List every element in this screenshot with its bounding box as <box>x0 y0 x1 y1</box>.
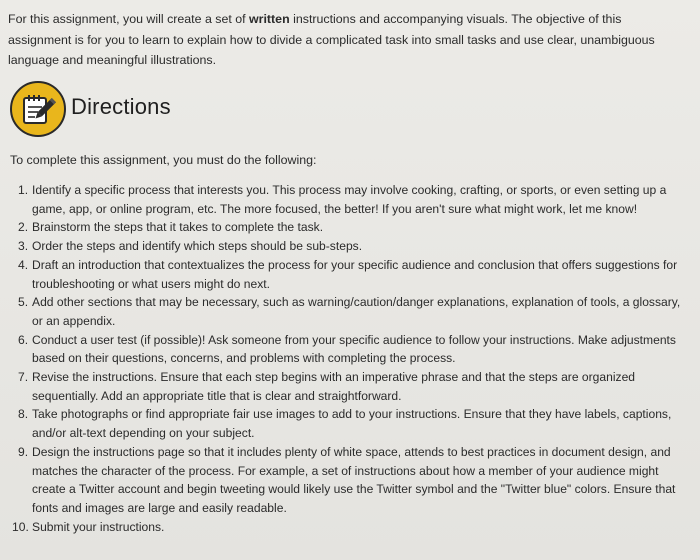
step-number: 5. <box>18 295 29 310</box>
step-number: 4. <box>18 257 29 272</box>
intro-paragraph <box>8 9 688 71</box>
directions-heading: Directions <box>71 94 171 119</box>
step-number: 3. <box>18 239 29 254</box>
step-text: Identify a specific process that interests you. This process may involve cooking, crafting, or sports, or even setting up a game, app, or online program, etc. The more focused, the better! If you aren't sure what might work, let me know! <box>32 183 667 216</box>
step-number: 7. <box>18 370 29 385</box>
list-item <box>18 256 690 293</box>
step-text: Draft an introduction that contextualizes the process for your specific audience and conclusion that offers suggestions for troubleshooting or what users might do next. <box>32 257 678 291</box>
step-number: 9. <box>18 444 29 459</box>
list-item <box>18 181 690 218</box>
intro-text-1: For this assignment, you will create a set of <box>8 12 250 26</box>
steps-list <box>12 181 690 536</box>
list-item <box>18 368 690 405</box>
step-text: Revise the instructions. Ensure that each step begins with an imperative phrase and that the steps are organized sequentially. Add an appropriate title that is clear and straightforward. <box>32 370 636 403</box>
list-item <box>18 443 690 518</box>
list-item <box>12 518 690 537</box>
step-text: Add other sections that may be necessary, such as warning/caution/danger explanations, explanation of tools, a glossary, or an appendix. <box>32 295 681 328</box>
step-text: Take photographs or find appropriate fair use images to add to your instructions. Ensure that they have labels, captions, and/or alt-text depending on your subject. <box>32 407 672 441</box>
step-text: Order the steps and identify which steps should be sub-steps. <box>32 239 363 254</box>
directions-badge <box>10 81 66 137</box>
intro-text-2: instructions and accompanying visuals. The objective of this assignment is for you to learn to explain how to divide a complicated task into small tasks and use clear, unambiguous language and meaningful illustrations. <box>8 12 655 67</box>
lead-sentence: To complete this assignment, you must do the following: <box>10 153 317 167</box>
step-number: 8. <box>18 407 29 422</box>
list-item <box>18 237 690 256</box>
step-number: 1. <box>18 183 29 197</box>
step-number: 6. <box>18 332 29 347</box>
step-text: Design the instructions page so that it includes plenty of white space, attends to best practices in document design, and matches the character of the process. For example, a set of instructions about how a member of your audience might create a Twitter account and begin tweeting would likely use the Twitter symbol and the "Twitter blue" colors. Ensure that fonts and images are large and easily readable. <box>32 444 676 515</box>
intro-bold-word: written <box>249 12 290 26</box>
step-text: Brainstorm the steps that it takes to complete the task. <box>32 220 324 235</box>
list-item <box>18 293 690 330</box>
list-item <box>18 218 690 237</box>
notepad-pencil-icon <box>20 92 56 126</box>
step-text: Conduct a user test (if possible)! Ask someone from your specific audience to follow your instructions. Make adjustments based on their questions, concerns, and problems with completing the process. <box>32 332 676 366</box>
directions-header <box>10 81 171 137</box>
list-item <box>18 405 690 442</box>
list-item <box>18 331 690 368</box>
step-number: 2. <box>18 220 29 235</box>
step-number: 10. <box>12 519 29 534</box>
step-text: Submit your instructions. <box>32 519 165 534</box>
